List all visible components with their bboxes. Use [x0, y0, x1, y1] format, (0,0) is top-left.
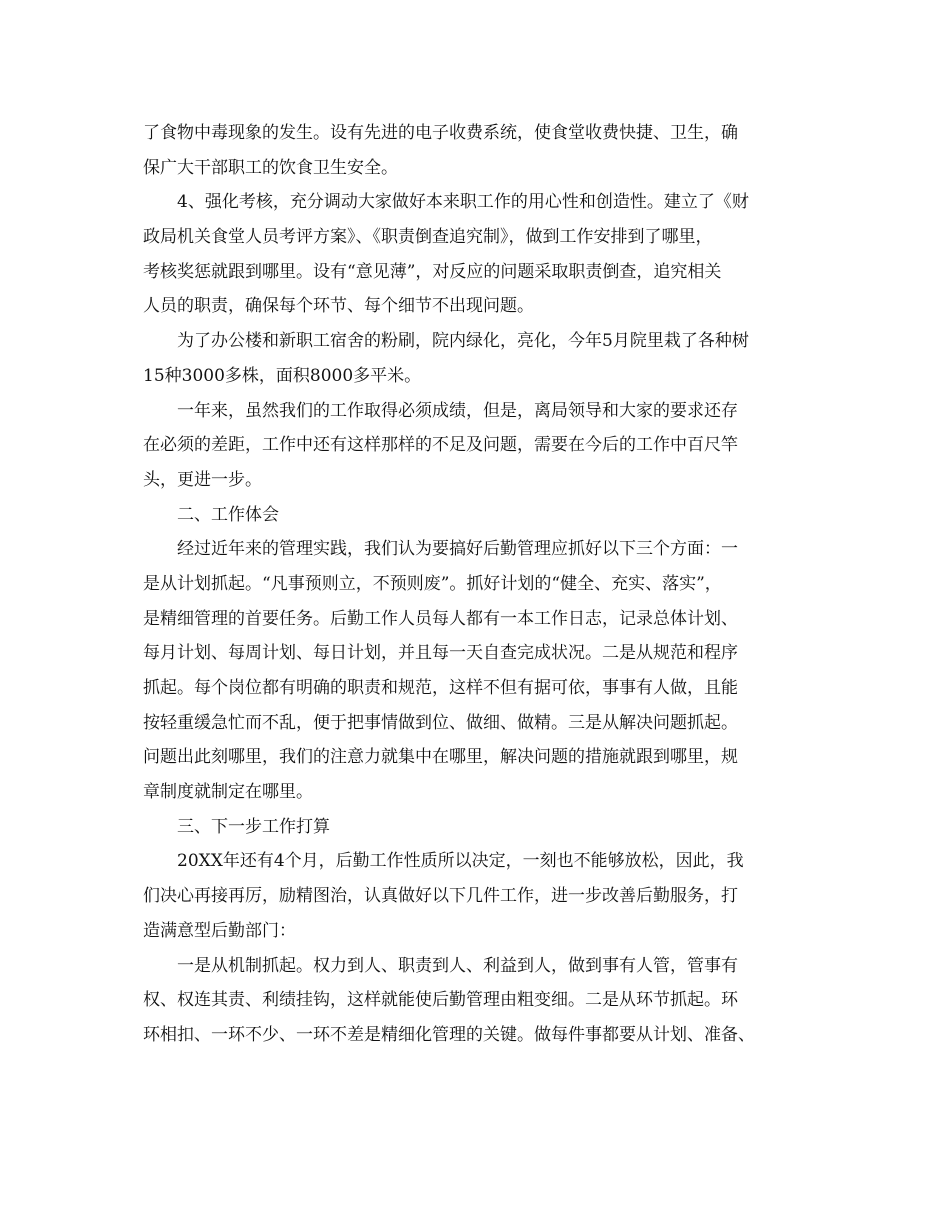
- section-heading: 二、工作体会: [177, 504, 279, 525]
- text-line: 在必须的差距，工作中还有这样那样的不足及问题，需要在今后的工作中百尺竿: [143, 435, 738, 456]
- text-line: 4、强化考核，充分调动大家做好本来职工作的用心性和创造性。建立了《财: [177, 192, 749, 213]
- text-line: 15种3000多株，面积8000多平米。: [143, 365, 422, 386]
- text-line: 一年来，虽然我们的工作取得必须成绩，但是，离局领导和大家的要求还存: [177, 400, 738, 421]
- document-body: [143, 116, 807, 1053]
- text-line: 政局机关食堂人员考评方案》、《职责倒查追究制》，做到工作安排到了哪里，: [143, 227, 713, 248]
- text-line: 环相扣、一环不少、一环不差是精细化管理的关键。做每件事都要从计划、准备、: [143, 1024, 755, 1045]
- text-line: 每月计划、每周计划、每日计划，并且每一天自查完成状况。二是从规范和程序: [143, 643, 738, 664]
- text-line: 们决心再接再厉，励精图治，认真做好以下几件工作，进一步改善后勤服务，打: [143, 886, 738, 907]
- text-line: 人员的职责，确保每个环节、每个细节不出现问题。: [143, 296, 534, 317]
- text-line: 是从计划抓起。“凡事预则立，不预则废”。抓好计划的“健全、充实、落实”，: [143, 573, 722, 594]
- section-heading: 三、下一步工作打算: [177, 816, 330, 837]
- text-line: 为了办公楼和新职工宿舍的粉刷，院内绿化，亮化，今年5月院里栽了各种树: [177, 331, 749, 352]
- text-line: 考核奖惩就跟到哪里。设有“意见薄”，对反应的问题采取职责倒查，追究相关: [143, 261, 722, 282]
- text-line: 经过近年来的管理实践，我们认为要搞好后勤管理应抓好以下三个方面：一: [177, 539, 738, 560]
- text-line: 按轻重缓急忙而不乱，便于把事情做到位、做细、做精。三是从解决问题抓起。: [143, 712, 738, 733]
- text-line: 了食物中毒现象的发生。设有先进的电子收费系统，使食堂收费快捷、卫生，确: [143, 123, 738, 143]
- text-line: 保广大干部职工的饮食卫生安全。: [143, 157, 398, 178]
- text-line: 问题出此刻哪里，我们的注意力就集中在哪里，解决问题的措施就跟到哪里，规: [143, 747, 738, 768]
- text-line: 造满意型后勤部门：: [143, 920, 296, 941]
- text-line: 头，更进一步。: [143, 469, 262, 490]
- text-line: 权、权连其责、利绩挂钩，这样就能使后勤管理由粗变细。二是从环节抓起。环: [143, 990, 738, 1011]
- text-line: 一是从机制抓起。权力到人、职责到人、利益到人，做到事有人管，管事有: [177, 955, 738, 976]
- text-line: 抓起。每个岗位都有明确的职责和规范，这样不但有据可依，事事有人做，且能: [143, 678, 738, 698]
- text-line: 是精细管理的首要任务。后勤工作人员每人都有一本工作日志，记录总体计划、: [143, 608, 738, 629]
- text-line: 章制度就制定在哪里。: [143, 782, 313, 803]
- text-line: 20XX年还有4个月，后勤工作性质所以决定，一刻也不能够放松，因此，我: [177, 851, 744, 872]
